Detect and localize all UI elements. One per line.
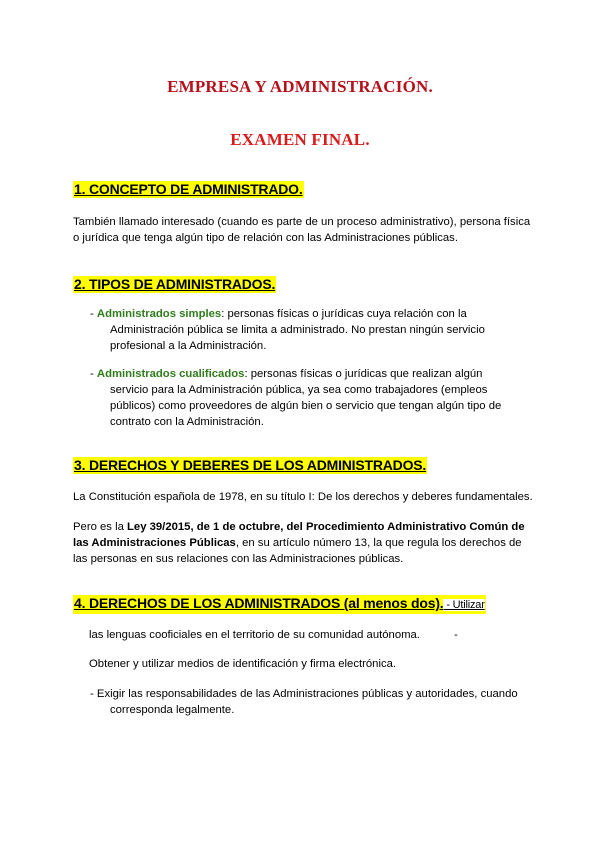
- section-1-text: También llamado interesado (cuando es parte de un proceso administrativo), persona física o jurídica que tenga algún tipo de relación con las Administraciones públicas.: [73, 216, 531, 244]
- section-4-heading-trailing: - Utilizar: [443, 599, 485, 611]
- document-title: EMPRESA Y ADMINISTRACIÓN.: [167, 77, 433, 96]
- section-3-heading: 3. DERECHOS Y DEBERES DE LOS ADMINISTRADOS.: [74, 457, 427, 473]
- text-pre: Pero es la: [73, 521, 128, 533]
- section-4-heading-text: 4. DERECHOS DE LOS ADMINISTRADOS (al menos dos).: [74, 595, 444, 611]
- term-administrados-simples: Administrados simples: [96, 308, 222, 320]
- list-item: [90, 686, 530, 718]
- right-item-line-2: Obtener y utilizar medios de identificación y firma electrónica.: [89, 658, 397, 670]
- bullet-dash: -: [90, 688, 97, 700]
- item-text: : personas físicas o jurídicas cuya relación con la Administración pública se limita a administrado. No prestan ningún servicio profesional a la Administración.: [110, 308, 485, 352]
- document-subtitle: EXAMEN FINAL.: [230, 130, 370, 149]
- bullet-dash: -: [90, 368, 97, 380]
- section-3-text-1: La Constitución española de 1978, en su título I: De los derechos y deberes fundamentales.: [73, 491, 533, 503]
- list-item: [90, 366, 510, 430]
- right-item-line-3: Exigir las responsabilidades de las Administraciones públicas y autoridades, cuando corresponda legalmente.: [96, 688, 518, 716]
- text-post: , en su artículo número 13, la que regula los derechos de las personas en sus relaciones con las Administraciones públicas.: [73, 537, 522, 565]
- section-1-heading: 1. CONCEPTO DE ADMINISTRADO.: [74, 181, 303, 197]
- section-4-heading: [73, 595, 486, 614]
- bullet-dash: -: [90, 308, 97, 320]
- section-3-text-2: [73, 519, 533, 567]
- section-2-heading: 2. TIPOS DE ADMINISTRADOS.: [74, 276, 276, 292]
- list-item: [90, 306, 510, 354]
- term-administrados-cualificados: Administrados cualificados: [96, 368, 245, 380]
- right-item-line-1: las lenguas cooficiales en el territorio de su comunidad autónoma.: [89, 629, 420, 641]
- right-item-dash: -: [454, 629, 458, 641]
- law-reference: Ley 39/2015, de 1 de octubre, del Procedimiento Administrativo Común de las Administraciones Públicas: [73, 521, 525, 549]
- item-text: : personas físicas o jurídicas que realizan algún servicio para la Administración pública, ya sea como trabajadores (empleos públicos) como proveedores de algún bien o servicio que tengan algún tipo de contrato con la Administración.: [110, 368, 502, 428]
